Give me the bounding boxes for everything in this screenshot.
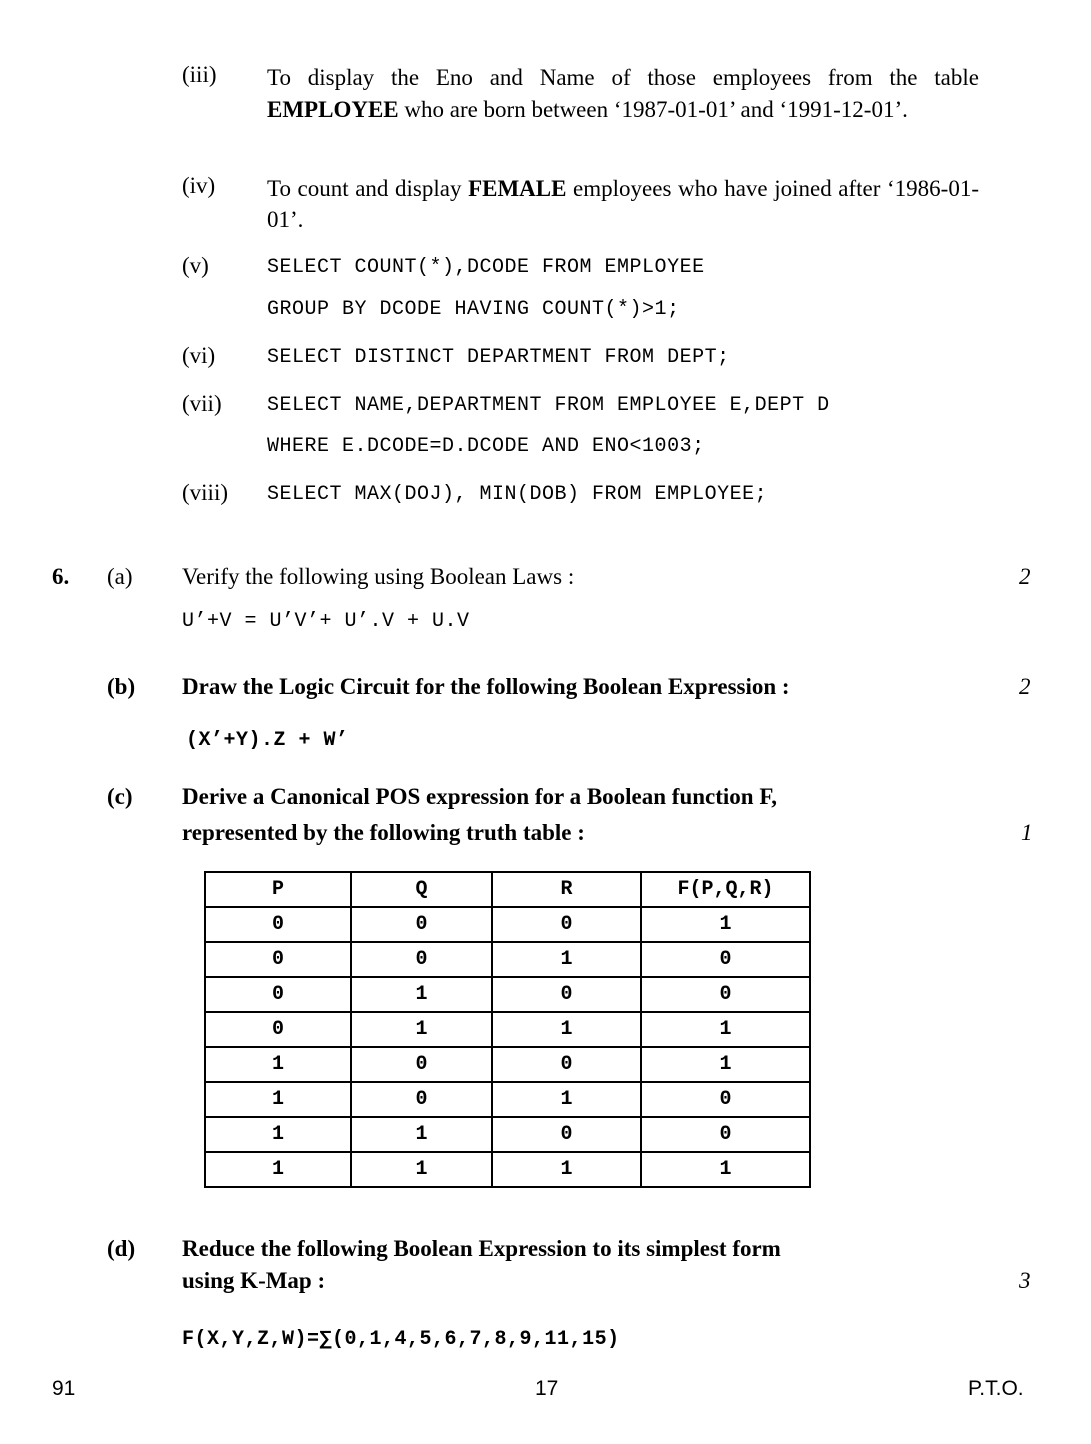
table-cell: 1 — [492, 1152, 641, 1187]
table-cell: 1 — [641, 1012, 810, 1047]
table-cell: 1 — [351, 1152, 492, 1187]
q6c-label: (c) — [107, 784, 133, 809]
table-row — [205, 1082, 810, 1117]
table-cell: 1 — [641, 1152, 810, 1187]
question-number: 6. — [52, 564, 70, 589]
q6c-marks: 1 — [1021, 820, 1033, 845]
table-cell: 0 — [492, 1047, 641, 1082]
header-p: P — [205, 872, 351, 907]
q6c-line1: Derive a Canonical POS expression for a Boolean function F, — [182, 784, 778, 809]
header-f: F(P,Q,R) — [641, 872, 810, 907]
item-v-line1: SELECT COUNT(*),DCODE FROM EMPLOYEE — [267, 256, 705, 279]
item-viii-line1: SELECT MAX(DOJ), MIN(DOB) FROM EMPLOYEE; — [267, 483, 768, 506]
table-header-row — [205, 872, 810, 907]
q6b-marks: 2 — [1019, 674, 1031, 699]
q6d-label: (d) — [107, 1236, 136, 1261]
truth-table — [204, 871, 811, 1188]
table-cell: 1 — [205, 1152, 351, 1187]
table-cell: 1 — [205, 1082, 351, 1117]
item-vii-line2: WHERE E.DCODE=D.DCODE AND ENO<1003; — [267, 435, 705, 458]
header-q: Q — [351, 872, 492, 907]
table-cell: 1 — [205, 1047, 351, 1082]
header-r: R — [492, 872, 641, 907]
table-cell: 0 — [351, 1047, 492, 1082]
q6d-expression: F(X,Y,Z,W)=∑(0,1,4,5,6,7,8,9,11,15) — [182, 1328, 620, 1351]
table-row — [205, 1152, 810, 1187]
q6b-label: (b) — [107, 674, 136, 699]
q6d-marks: 3 — [1019, 1268, 1031, 1293]
item-vii-line1: SELECT NAME,DEPARTMENT FROM EMPLOYEE E,DEPT D — [267, 394, 830, 417]
q6c-line2: represented by the following truth table : — [182, 820, 585, 845]
q6a-label: (a) — [107, 564, 133, 589]
footer-code: 91 — [52, 1377, 76, 1400]
table-cell: 1 — [351, 977, 492, 1012]
table-cell: 0 — [492, 1117, 641, 1152]
table-row — [205, 942, 810, 977]
table-cell: 1 — [641, 1047, 810, 1082]
q6b-expression: (X’+Y).Z + W’ — [186, 729, 349, 752]
item-vi-line1: SELECT DISTINCT DEPARTMENT FROM DEPT; — [267, 346, 730, 369]
table-cell: 0 — [641, 977, 810, 1012]
table-cell: 0 — [205, 1012, 351, 1047]
q6b-text: Draw the Logic Circuit for the following Boolean Expression : — [182, 674, 790, 699]
q6d-line2: using K-Map : — [182, 1268, 326, 1293]
item-viii-label: (viii) — [182, 480, 228, 505]
q6a-marks: 2 — [1019, 564, 1031, 589]
table-cell: 0 — [205, 907, 351, 942]
table-cell: 1 — [492, 1012, 641, 1047]
table-cell: 0 — [351, 1082, 492, 1117]
table-row — [205, 1117, 810, 1152]
q6a-text: Verify the following using Boolean Laws : — [182, 564, 575, 589]
q6d-line1: Reduce the following Boolean Expression to its simplest form — [182, 1236, 781, 1261]
table-cell: 1 — [351, 1117, 492, 1152]
q6a-expression: U’+V = U’V’+ U’.V + U.V — [182, 610, 470, 633]
table-cell: 1 — [205, 1117, 351, 1152]
item-vi-label: (vi) — [182, 343, 216, 368]
table-cell: 0 — [641, 1117, 810, 1152]
item-iv-label: (iv) — [182, 173, 216, 198]
table-row — [205, 1047, 810, 1082]
table-cell: 0 — [492, 907, 641, 942]
table-cell: 0 — [641, 942, 810, 977]
table-row — [205, 1012, 810, 1047]
item-v-line2: GROUP BY DCODE HAVING COUNT(*)>1; — [267, 298, 680, 321]
table-row — [205, 977, 810, 1012]
table-cell: 1 — [351, 1012, 492, 1047]
item-vii-label: (vii) — [182, 391, 222, 416]
table-cell: 1 — [492, 942, 641, 977]
item-iii-label: (iii) — [182, 62, 217, 87]
item-iv-text: To count and display FEMALE employees who have joined after ‘1986-01-01’. — [267, 176, 979, 232]
item-iii-text: To display the Eno and Name of those employees from the table EMPLOYEE who are born between ‘1987-01-01’ and ‘1991-12-01’. — [267, 65, 979, 122]
item-v-label: (v) — [182, 253, 209, 278]
table-cell: 0 — [641, 1082, 810, 1117]
table-cell: 1 — [492, 1082, 641, 1117]
table-cell: 1 — [641, 907, 810, 942]
table-cell: 0 — [205, 942, 351, 977]
page-number: 17 — [535, 1377, 559, 1400]
table-cell: 0 — [351, 942, 492, 977]
table-row — [205, 907, 810, 942]
table-cell: 0 — [351, 907, 492, 942]
table-cell: 0 — [492, 977, 641, 1012]
table-cell: 0 — [205, 977, 351, 1012]
pto-label: P.T.O. — [968, 1377, 1024, 1400]
